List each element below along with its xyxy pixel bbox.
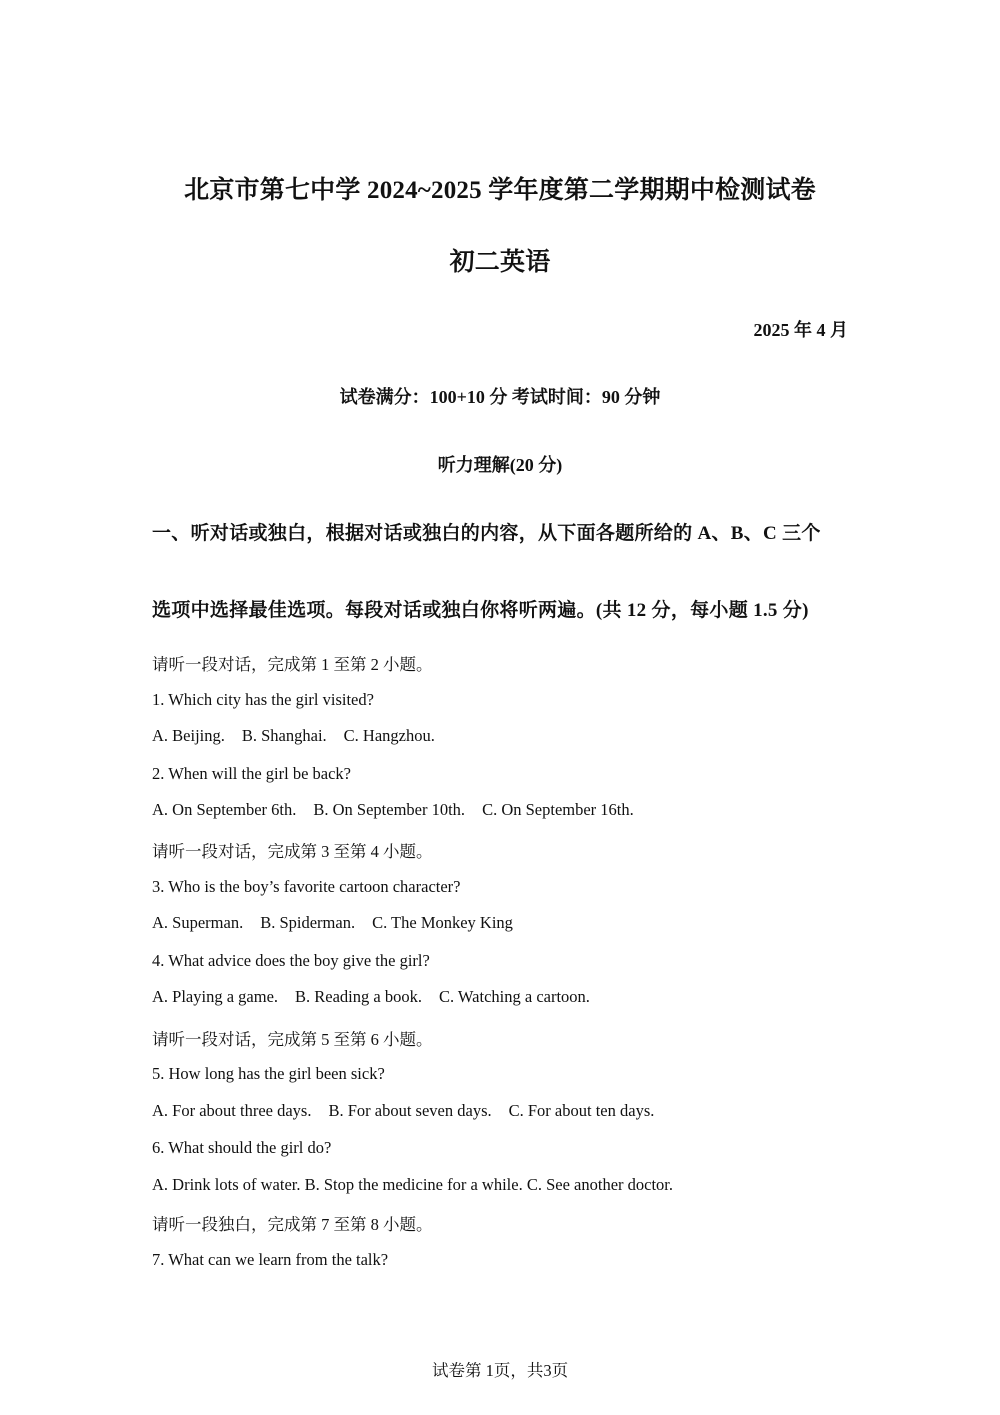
option: B. Spiderman. [260, 913, 356, 932]
option: C. For about ten days. [508, 1101, 655, 1120]
option: C. Hangzhou. [343, 726, 435, 745]
option: B. Shanghai. [241, 726, 327, 745]
question-3: 3. Who is the boy’s favorite cartoon character? [152, 877, 461, 896]
dialogue-intro-3: 请听一段对话，完成第 5 至第 6 小题。 [152, 1030, 433, 1049]
option: C. Watching a cartoon. [438, 987, 590, 1006]
option: A. Playing a game. [152, 987, 279, 1006]
dialogue-intro-1: 请听一段对话，完成第 1 至第 2 小题。 [152, 655, 433, 674]
option: A. On September 6th. [152, 800, 297, 819]
option: A. Superman. [152, 913, 244, 932]
question-1: 1. Which city has the girl visited? [152, 690, 374, 709]
question-4: 4. What advice does the boy give the girl? [152, 951, 430, 970]
option: B. On September 10th. [313, 800, 466, 819]
question-1-options [152, 726, 452, 746]
section-title: 听力理解(20 分) [437, 455, 563, 475]
page-footer: 试卷第 1页，共3页 [431, 1361, 569, 1380]
dialogue-intro-2: 请听一段对话，完成第 3 至第 4 小题。 [152, 842, 433, 861]
exam-info: 试卷满分：100+10 分 考试时间：90 分钟 [339, 387, 661, 407]
question-4-options [152, 987, 607, 1007]
question-7: 7. What can we learn from the talk? [152, 1250, 389, 1269]
question-6-options: A. Drink lots of water. B. Stop the medicine for a while. C. See another doctor. [152, 1175, 674, 1194]
option: C. The Monkey King [372, 913, 513, 932]
option: B. For about seven days. [328, 1101, 492, 1120]
question-3-options [152, 913, 530, 933]
option: A. For about three days. [152, 1101, 312, 1120]
part1-instruction-line1: 一、听对话或独白，根据对话或独白的内容，从下面各题所给的 A、B、C 三个 [152, 523, 821, 544]
monologue-intro-4: 请听一段独白，完成第 7 至第 8 小题。 [152, 1215, 433, 1234]
option: B. Reading a book. [295, 987, 422, 1006]
question-2: 2. When will the girl be back? [152, 764, 352, 783]
exam-date: 2025 年 4 月 [753, 320, 848, 340]
question-5-options [152, 1101, 671, 1121]
question-2-options [152, 800, 651, 820]
exam-title: 北京市第七中学 2024~2025 学年度第二学期期中检测试卷 [184, 177, 816, 204]
option: A. Beijing. [152, 726, 225, 745]
question-6: 6. What should the girl do? [152, 1138, 332, 1157]
subject-title: 初二英语 [449, 249, 551, 276]
part1-instruction-line2: 选项中选择最佳选项。每段对话或独白你将听两遍。(共 12 分，每小题 1.5 分) [152, 600, 809, 621]
option: C. On September 16th. [482, 800, 634, 819]
question-5: 5. How long has the girl been sick? [152, 1064, 385, 1083]
